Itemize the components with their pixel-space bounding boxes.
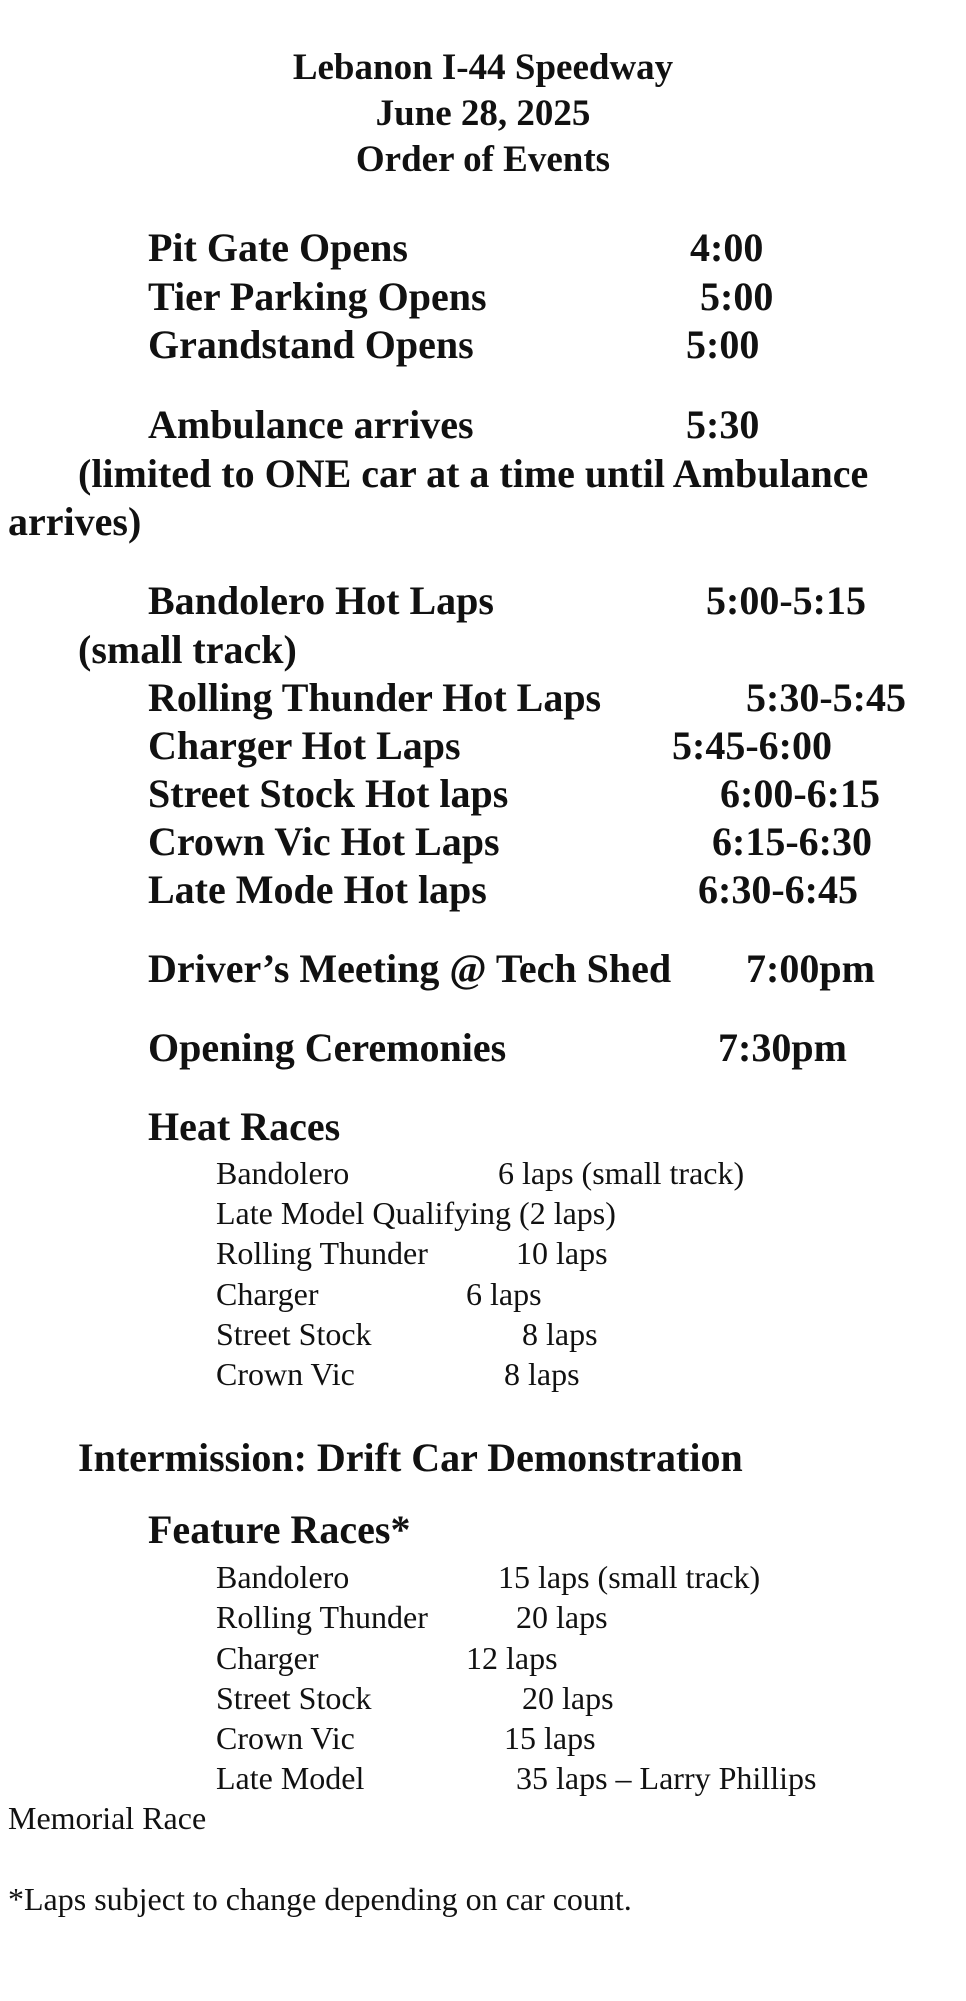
drivers-meeting-label: Driver’s Meeting @ Tech Shed bbox=[148, 946, 672, 991]
feature-late-model-laps: 35 laps – Larry Phillips bbox=[516, 1760, 817, 1796]
heat-crown-vic-laps: 8 laps bbox=[504, 1356, 580, 1392]
ambulance-time: 5:30 bbox=[686, 402, 760, 447]
heat-rolling-thunder-laps: 10 laps bbox=[516, 1235, 608, 1271]
feature-crown-vic-class: Crown Vic bbox=[216, 1720, 355, 1756]
hot-laps-charger-time: 5:45-6:00 bbox=[672, 723, 832, 768]
feature-bandolero-laps: 15 laps (small track) bbox=[498, 1559, 761, 1595]
page-title: Order of Events bbox=[355, 139, 611, 180]
opening-ceremonies-time: 7:30pm bbox=[718, 1025, 847, 1070]
feature-charger-laps: 12 laps bbox=[466, 1640, 558, 1676]
hot-laps-bandolero-label: Bandolero Hot Laps bbox=[148, 578, 494, 623]
heat-late-model-qualifying: Late Model Qualifying (2 laps) bbox=[216, 1195, 616, 1231]
heat-charger-class: Charger bbox=[216, 1276, 319, 1312]
opening-ceremonies-label: Opening Ceremonies bbox=[148, 1025, 507, 1070]
hot-laps-late-model-label: Late Mode Hot laps bbox=[148, 867, 487, 912]
ambulance-label: Ambulance arrives bbox=[148, 402, 474, 447]
feature-street-stock-class: Street Stock bbox=[216, 1680, 372, 1716]
heat-street-stock-laps: 8 laps bbox=[522, 1316, 598, 1352]
hot-laps-rolling-thunder-label: Rolling Thunder Hot Laps bbox=[148, 675, 602, 720]
heat-rolling-thunder-class: Rolling Thunder bbox=[216, 1235, 428, 1271]
venue-title: Lebanon I-44 Speedway bbox=[292, 47, 674, 88]
hot-laps-crown-vic-label: Crown Vic Hot Laps bbox=[148, 819, 500, 864]
feature-rolling-thunder-laps: 20 laps bbox=[516, 1599, 608, 1635]
drivers-meeting-time: 7:00pm bbox=[746, 946, 875, 991]
hot-laps-charger-label: Charger Hot Laps bbox=[148, 723, 461, 768]
hot-laps-crown-vic-time: 6:15-6:30 bbox=[712, 819, 872, 864]
ambulance-note: (limited to ONE car at a time until Ambulance bbox=[78, 451, 869, 496]
tier-parking-time: 5:00 bbox=[700, 274, 774, 319]
hot-laps-bandolero-note: (small track) bbox=[78, 627, 297, 672]
feature-street-stock-laps: 20 laps bbox=[522, 1680, 614, 1716]
feature-late-model-class: Late Model bbox=[216, 1760, 365, 1796]
heat-bandolero-class: Bandolero bbox=[216, 1155, 350, 1191]
tier-parking-label: Tier Parking Opens bbox=[148, 274, 487, 319]
hot-laps-rolling-thunder-time: 5:30-5:45 bbox=[746, 675, 906, 720]
hot-laps-bandolero-time: 5:00-5:15 bbox=[706, 578, 866, 623]
feature-charger-class: Charger bbox=[216, 1640, 319, 1676]
feature-late-model-wrap: Memorial Race bbox=[8, 1800, 207, 1836]
heat-bandolero-laps: 6 laps (small track) bbox=[498, 1155, 745, 1191]
feature-bandolero-class: Bandolero bbox=[216, 1559, 350, 1595]
pit-gate-time: 4:00 bbox=[690, 225, 764, 270]
feature-rolling-thunder-class: Rolling Thunder bbox=[216, 1599, 428, 1635]
ambulance-note-wrap: arrives) bbox=[8, 499, 142, 544]
event-date: June 28, 2025 bbox=[375, 93, 591, 134]
intermission: Intermission: Drift Car Demonstration bbox=[78, 1435, 743, 1480]
footnote: *Laps subject to change depending on car count. bbox=[8, 1881, 632, 1917]
pit-gate-label: Pit Gate Opens bbox=[148, 225, 408, 270]
heat-street-stock-class: Street Stock bbox=[216, 1316, 372, 1352]
feature-races-heading: Feature Races* bbox=[148, 1507, 411, 1552]
feature-crown-vic-laps: 15 laps bbox=[504, 1720, 596, 1756]
heat-charger-laps: 6 laps bbox=[466, 1276, 542, 1312]
heat-crown-vic-class: Crown Vic bbox=[216, 1356, 355, 1392]
hot-laps-street-stock-label: Street Stock Hot laps bbox=[148, 771, 509, 816]
grandstand-label: Grandstand Opens bbox=[148, 322, 474, 367]
hot-laps-late-model-time: 6:30-6:45 bbox=[698, 867, 858, 912]
grandstand-time: 5:00 bbox=[686, 322, 760, 367]
hot-laps-street-stock-time: 6:00-6:15 bbox=[720, 771, 880, 816]
heat-races-heading: Heat Races bbox=[148, 1104, 341, 1149]
